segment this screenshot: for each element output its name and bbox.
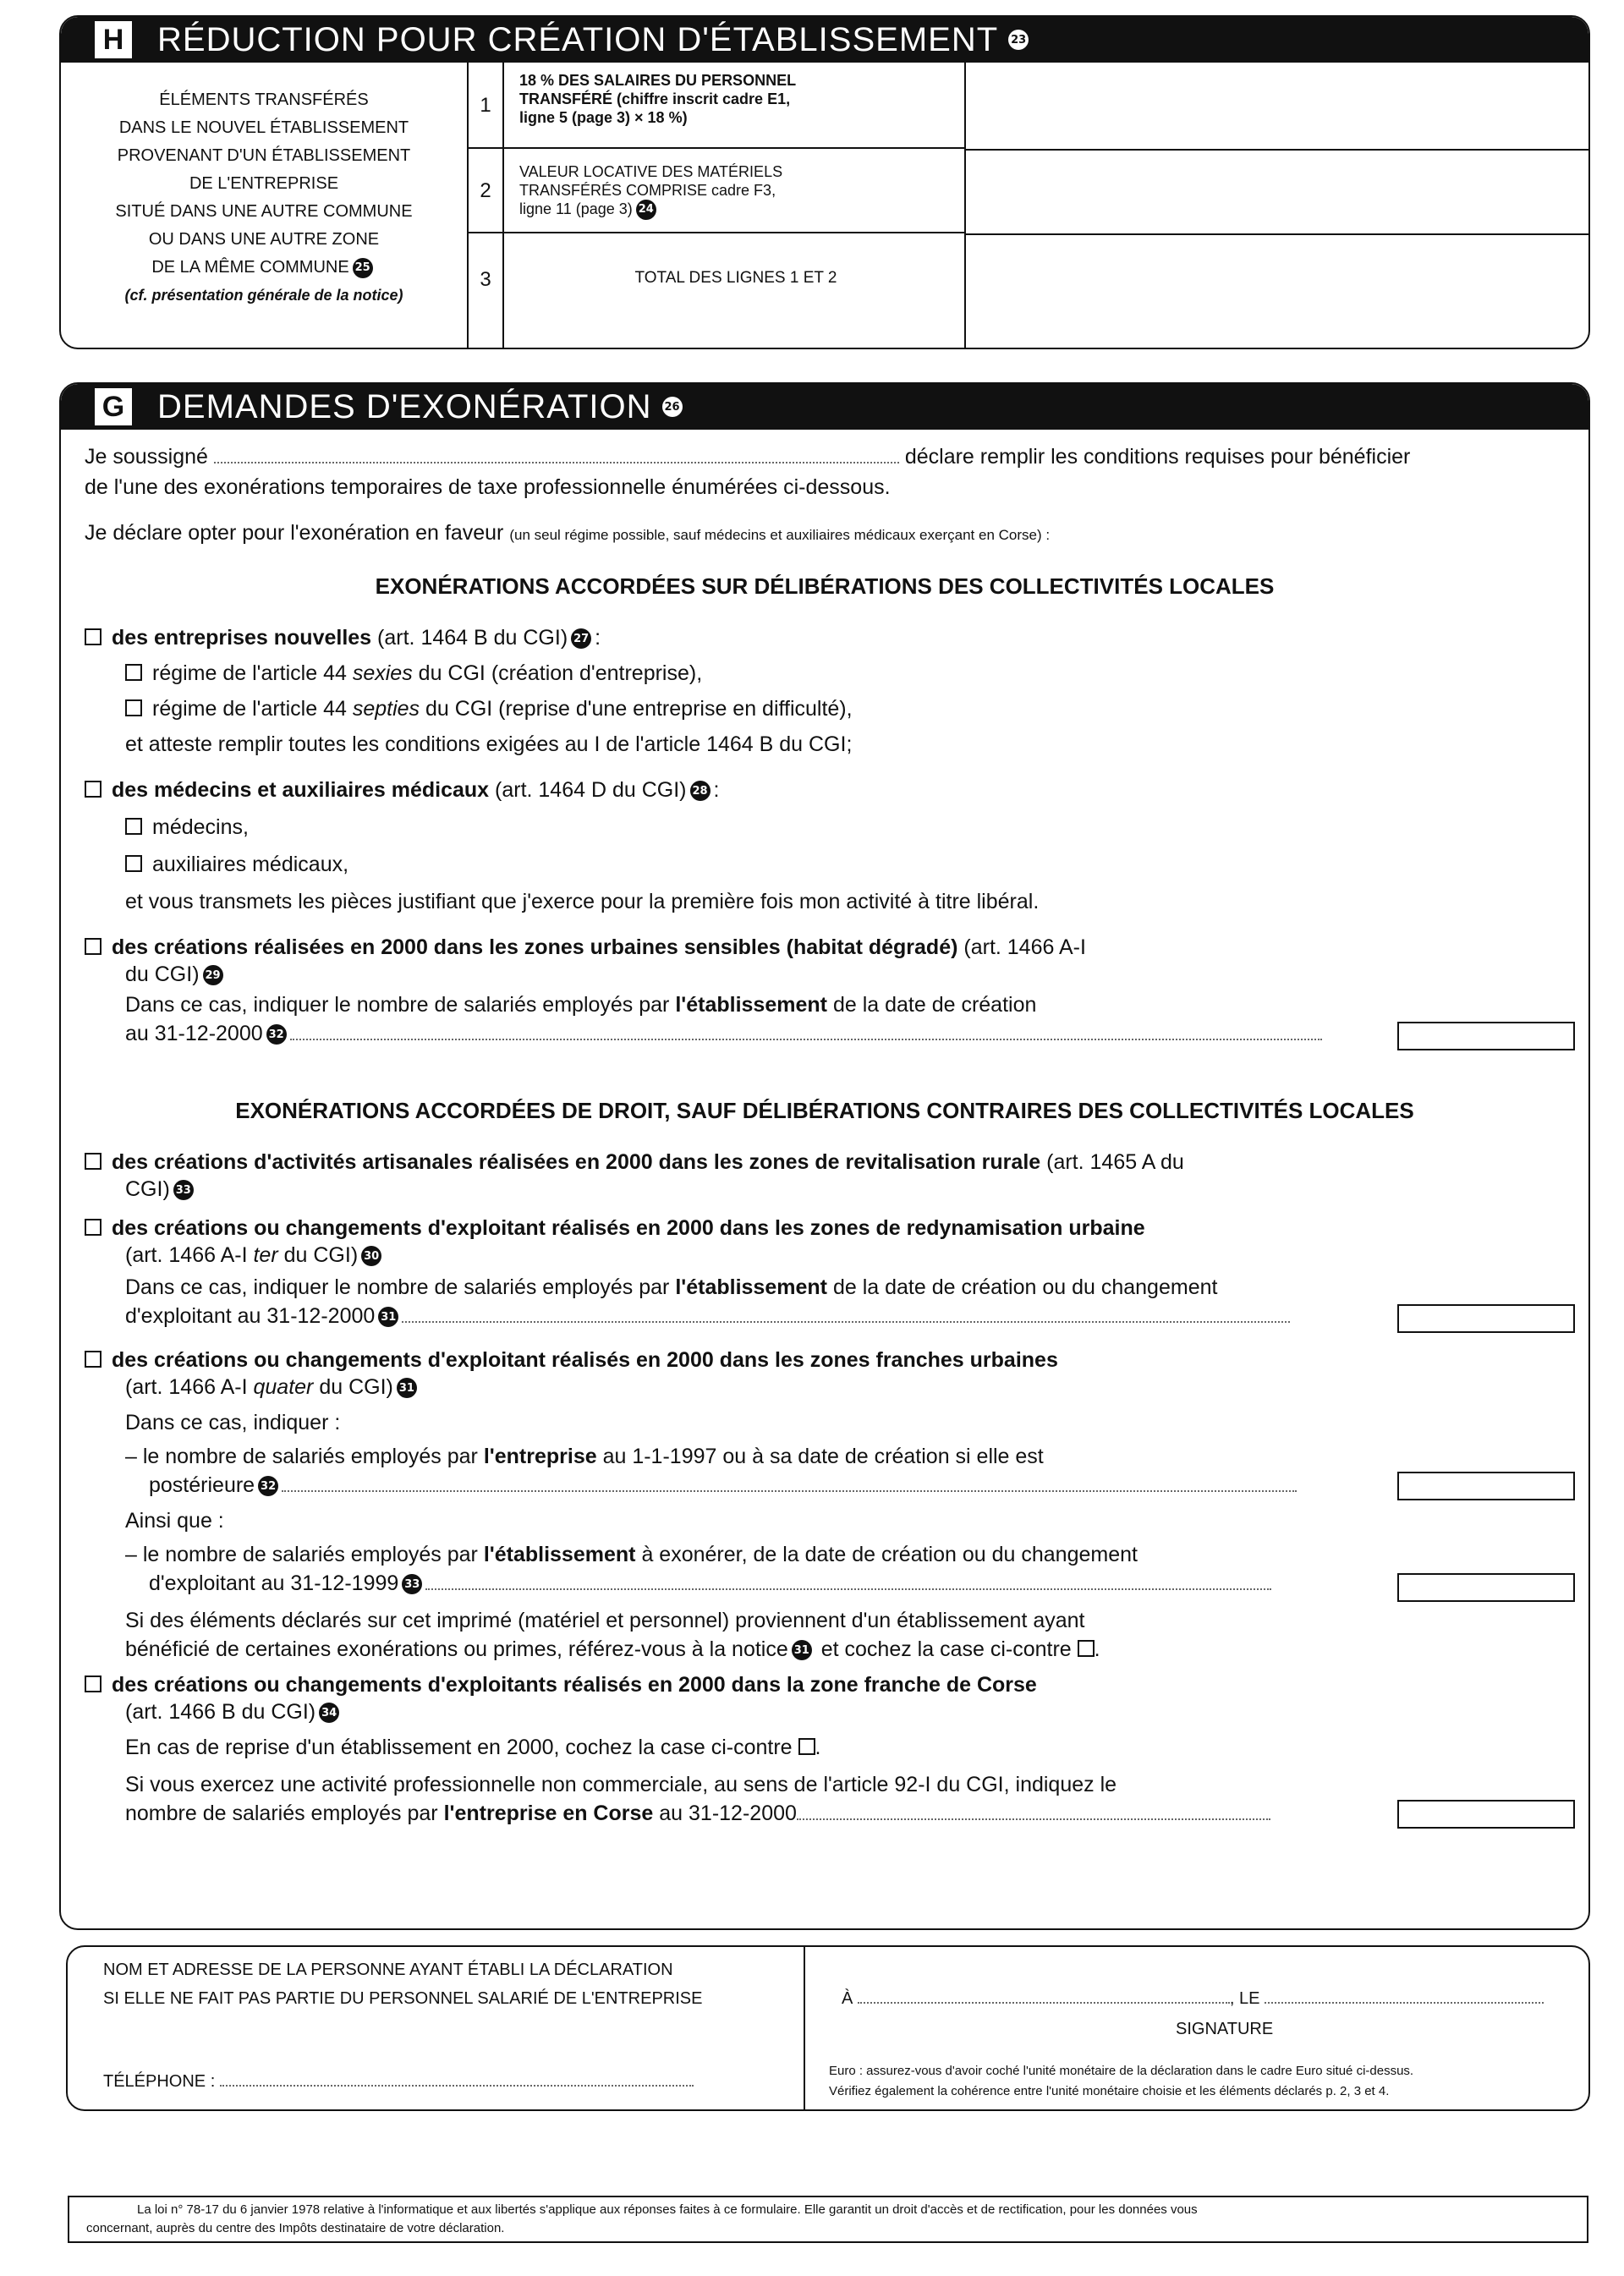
zus-d1a: Dans ce cas, indiquer le nombre de salariés employés par	[125, 993, 670, 1017]
opt-corse	[85, 1673, 1037, 1697]
zfu-i: quater	[253, 1375, 314, 1399]
cor-si-2	[125, 1802, 1270, 1826]
zfu-si-2: bénéficié de certaines exonérations ou primes, référez-vous à la notice 31 et cochez la case ci-contre .	[125, 1637, 1100, 1661]
privacy-line-2: concernant, auprès du centre des Impôts destinataire de votre déclaration.	[86, 2221, 505, 2235]
checkbox-med-medecins[interactable]	[125, 818, 142, 835]
section-h-letter: H	[95, 21, 132, 58]
zus-d2: au 31-12-2000	[125, 1022, 263, 1045]
nouv-label: des entreprises nouvelles	[112, 626, 372, 650]
place-field[interactable]	[858, 2002, 1230, 2004]
cor-reprise: En cas de reprise d'un établissement en 2000, cochez la case ci-contre .	[125, 1736, 821, 1759]
tel-label: TÉLÉPHONE :	[103, 2072, 216, 2091]
section-g-body	[61, 430, 1588, 1928]
preparer-label-2: SI ELLE NE FAIT PAS PARTIE DU PERSONNEL SALARIÉ DE L'ENTREPRISE	[103, 1989, 703, 2008]
heading-deliberations: EXONÉRATIONS ACCORDÉES SUR DÉLIBÉRATIONS DES COLLECTIVITÉS LOCALES	[375, 573, 1275, 599]
med-o1: médecins,	[152, 815, 249, 839]
left-line: DANS LE NOUVEL ÉTABLISSEMENT	[118, 118, 409, 137]
zru-r2: du CGI)	[283, 1243, 359, 1267]
zus-dots	[290, 1039, 1322, 1040]
checkbox-medecins[interactable]	[85, 781, 102, 798]
zfu-l1c: au 1-1-1997 ou à sa date de création si elle est	[602, 1445, 1044, 1468]
zfu-l1b: l'entreprise	[483, 1445, 597, 1468]
opt-sexies	[125, 661, 702, 686]
left-line	[61, 254, 467, 282]
cor-ref	[125, 1700, 343, 1725]
zru-detail-2	[125, 1304, 1290, 1329]
intro-b: déclare remplir les conditions requises pour bénéficier	[904, 445, 1411, 469]
opt-line	[85, 521, 1050, 546]
section-g-title: DEMANDES D'EXONÉRATION	[157, 387, 652, 425]
row-2-line	[519, 200, 952, 220]
left-line: OU DANS UNE AUTRE ZONE	[148, 230, 380, 249]
zfu-dots-1	[282, 1490, 1297, 1492]
zru-label: des créations ou changements d'exploitant réalisés en 2000 dans les zones de redynamisation urbaine	[112, 1216, 1145, 1240]
med-label: des médecins et auxiliaires médicaux	[112, 778, 490, 802]
zfu-l1d: postérieure	[149, 1473, 255, 1497]
zus-ref2: du CGI)	[125, 963, 200, 986]
zfu-label: des créations ou changements d'exploitant réalisés en 2000 dans les zones franches urbaines	[112, 1348, 1058, 1372]
nouv-attest: et atteste remplir toutes les conditions exigées au I de l'article 1464 B du CGI;	[125, 732, 853, 756]
zfu-line-2b	[149, 1571, 1271, 1596]
zfu-dans: Dans ce cas, indiquer :	[125, 1411, 341, 1434]
note-33: 33	[173, 1180, 194, 1200]
opt-a: Je déclare opter pour l'exonération en faveur	[85, 521, 504, 545]
name-field[interactable]	[214, 462, 899, 463]
zus-detail-1	[125, 993, 1036, 1017]
row-3-line: TOTAL DES LIGNES 1 ET 2	[634, 269, 837, 287]
checkbox-zfu-primes[interactable]	[1078, 1640, 1095, 1657]
opt-artisanales	[85, 1150, 1184, 1175]
reduction-table	[61, 63, 1588, 348]
med-ref: (art. 1464 D du CGI)	[495, 778, 687, 802]
row-2-line: VALEUR LOCATIVE DES MATÉRIELS	[519, 163, 783, 180]
signature-block	[66, 1945, 1590, 2111]
zru-ref	[125, 1243, 385, 1268]
row-3-desc	[504, 233, 966, 348]
zfu-r2: du CGI)	[319, 1375, 393, 1399]
zru-d2: d'exploitant au 31-12-2000	[125, 1304, 376, 1328]
telephone-row	[103, 2072, 694, 2092]
checkbox-zfu[interactable]	[85, 1351, 102, 1368]
zru-count-field[interactable]	[1397, 1304, 1575, 1333]
cor-si2c: au 31-12-2000	[659, 1802, 797, 1825]
zfu-l2a: – le nombre de salariés employés par	[125, 1543, 478, 1566]
opt-septies	[125, 697, 853, 721]
heading-droit: EXONÉRATIONS ACCORDÉES DE DROIT, SAUF DÉLIBÉRATIONS CONTRAIRES DES COLLECTIVITÉS LOCALES	[235, 1098, 1414, 1123]
left-italic: (cf. présentation générale de la notice)	[124, 287, 403, 304]
zfu-si-1: Si des éléments déclarés sur cet imprimé (matériel et personnel) proviennent d'un établissement ayant	[125, 1609, 1085, 1632]
section-h-header	[61, 17, 1588, 63]
checkbox-septies[interactable]	[125, 699, 142, 716]
zus-label: des créations réalisées en 2000 dans les zones urbaines sensibles (habitat dégradé)	[112, 935, 958, 959]
preparer-label-1: NOM ET ADRESSE DE LA PERSONNE AYANT ÉTABLI LA DÉCLARATION	[103, 1961, 673, 1979]
row-1-desc	[504, 63, 966, 149]
place-date-row	[842, 1989, 1544, 2009]
row-1-number: 1	[467, 63, 504, 149]
med-o2: auxiliaires médicaux,	[152, 853, 349, 876]
septies-b: du CGI (reprise d'une entreprise en difficulté),	[425, 697, 853, 721]
row-1-line: 18 % DES SALAIRES DU PERSONNEL	[519, 72, 797, 89]
row-2-line-text: ligne 11 (page 3)	[519, 200, 633, 217]
privacy-notice	[68, 2196, 1588, 2243]
note-31: 31	[397, 1378, 417, 1398]
zus-d1b: l'établissement	[675, 993, 827, 1017]
cor-dots	[797, 1818, 1270, 1820]
note-30: 30	[361, 1246, 381, 1266]
row-1-line: ligne 5 (page 3) × 18 %)	[519, 109, 688, 126]
row-3-value-field[interactable]	[966, 233, 1588, 348]
section-g-note: 26	[662, 397, 683, 417]
checkbox-zru[interactable]	[85, 1219, 102, 1236]
row-3-number: 3	[467, 233, 504, 348]
zfu-l2d: d'exploitant au 31-12-1999	[149, 1571, 399, 1595]
checkbox-corse[interactable]	[85, 1675, 102, 1692]
zus-count-field[interactable]	[1397, 1022, 1575, 1050]
note-29: 29	[203, 965, 223, 985]
left-line: SITUÉ DANS UNE AUTRE COMMUNE	[115, 202, 413, 221]
opt-nouvelles: des entreprises nouvelles (art. 1464 B du CGI) 27 :	[85, 626, 601, 650]
zfu-ref	[125, 1375, 420, 1400]
intro-a: Je soussigné	[85, 445, 208, 469]
art-ref2: CGI)	[125, 1177, 170, 1201]
euro-note-2: Vérifiez également la cohérence entre l'unité monétaire choisie et les éléments déclarés p. 2, 3 et 4.	[829, 2084, 1390, 2098]
privacy-line-1: La loi n° 78-17 du 6 janvier 1978 relative à l'informatique et aux libertés s'applique aux réponses faites à ce formulaire. Elle garantit un droit d'accès et de rectification, pour les données vous	[137, 2202, 1198, 2217]
zus-detail-2	[125, 1022, 1322, 1046]
zru-d1c: de la date de création ou du changement	[832, 1275, 1218, 1299]
corse-count-field[interactable]	[1397, 1800, 1575, 1829]
signature-divider	[804, 1947, 805, 2109]
checkbox-zus[interactable]	[85, 938, 102, 955]
cor-label: des créations ou changements d'exploitants réalisés en 2000 dans la zone franche de Corse	[112, 1673, 1037, 1697]
art-ref: (art. 1465 A du	[1046, 1150, 1184, 1174]
zfu-line-1b	[149, 1473, 1297, 1498]
telephone-field[interactable]	[220, 2085, 694, 2087]
zfu-l2c: à exonérer, de la date de création ou du changement	[641, 1543, 1138, 1566]
note-31: 31	[378, 1307, 398, 1327]
checkbox-nouvelles[interactable]	[85, 628, 102, 645]
left-line: ÉLÉMENTS TRANSFÉRÉS	[159, 90, 369, 109]
note-33: 33	[402, 1574, 422, 1594]
art-label: des créations d'activités artisanales réalisées en 2000 dans les zones de revitalisation rurale	[112, 1150, 1041, 1174]
note-24: 24	[636, 200, 656, 220]
signature-label: SIGNATURE	[1176, 2020, 1274, 2038]
checkbox-corse-reprise[interactable]	[798, 1738, 815, 1755]
zru-d1a: Dans ce cas, indiquer le nombre de salariés employés par	[125, 1275, 670, 1299]
sexies-i: sexies	[352, 661, 413, 685]
sexies-a: régime de l'article 44	[152, 661, 347, 685]
zus-ref-2	[125, 963, 227, 987]
row-2-desc	[504, 149, 966, 233]
septies-i: septies	[352, 697, 420, 721]
zfu-entreprise-field[interactable]	[1397, 1472, 1575, 1500]
section-g-letter: G	[95, 388, 132, 425]
zru-d1b: l'établissement	[675, 1275, 827, 1299]
section-g-header	[61, 384, 1588, 430]
zfu-line-1	[125, 1445, 1044, 1469]
cor-si2b: l'entreprise en Corse	[443, 1802, 654, 1825]
opt-zru	[85, 1216, 1145, 1241]
zfu-line-2	[125, 1543, 1138, 1567]
transferred-elements-label	[61, 63, 467, 348]
zru-r: (art. 1466 A-I	[125, 1243, 248, 1267]
section-h-title: RÉDUCTION POUR CRÉATION D'ÉTABLISSEMENT	[157, 20, 999, 58]
left-line: DE L'ENTREPRISE	[189, 174, 339, 193]
opt-zfu	[85, 1348, 1058, 1373]
zfu-l1a: – le nombre de salariés employés par	[125, 1445, 478, 1468]
row-1-value-field[interactable]	[966, 63, 1588, 151]
zfu-si2b: et cochez la case ci-contre	[820, 1637, 1072, 1661]
septies-a: régime de l'article 44	[152, 697, 347, 721]
note-32: 32	[266, 1024, 287, 1045]
med-attest: et vous transmets les pièces justifiant que j'exerce pour la première fois mon activité à titre libéral.	[125, 890, 1040, 913]
le-label: , LE	[1229, 1989, 1260, 2008]
checkbox-med-aux[interactable]	[125, 855, 142, 872]
zru-dots	[402, 1321, 1290, 1323]
row-1-line: TRANSFÉRÉ (chiffre inscrit cadre E1,	[519, 90, 791, 107]
zus-ref: (art. 1466 A-I	[963, 935, 1086, 959]
zfu-si2a: bénéficié de certaines exonérations ou primes, référez-vous à la notice	[125, 1637, 788, 1661]
intro-line-1	[85, 445, 1410, 469]
zfu-r: (art. 1466 A-I	[125, 1375, 248, 1399]
art-ref-2	[125, 1177, 197, 1202]
zfu-ainsi: Ainsi que :	[125, 1509, 224, 1533]
sexies-b: du CGI (création d'entreprise),	[418, 661, 703, 685]
note-25: 25	[353, 258, 373, 278]
cor-r: (art. 1466 B du CGI)	[125, 1700, 316, 1724]
cor-si2a: nombre de salariés employés par	[125, 1802, 438, 1825]
cor-rep: En cas de reprise d'un établissement en 2000, cochez la case ci-contre	[125, 1736, 793, 1759]
section-h-note: 23	[1008, 30, 1029, 50]
zru-detail-1	[125, 1275, 1217, 1300]
row-2-value-field[interactable]	[966, 149, 1588, 235]
zfu-dots-2	[425, 1588, 1271, 1590]
zfu-l2b: l'établissement	[483, 1543, 636, 1566]
note-34: 34	[319, 1703, 339, 1723]
nouv-ref: (art. 1464 B du CGI)	[377, 626, 568, 650]
opt-med-aux	[125, 853, 348, 877]
section-g	[59, 382, 1590, 1930]
opt-med-medecins	[125, 815, 249, 840]
cor-si-1: Si vous exercez une activité professionnelle non commerciale, au sens de l'article 92-I du CGI, indiquez le	[125, 1773, 1117, 1796]
zru-i: ter	[253, 1243, 278, 1267]
left-line: PROVENANT D'UN ÉTABLISSEMENT	[117, 146, 411, 165]
date-field[interactable]	[1265, 2002, 1544, 2004]
note-31: 31	[792, 1640, 812, 1660]
opt-medecins: des médecins et auxiliaires médicaux (art. 1464 D du CGI) 28 :	[85, 778, 719, 803]
section-h	[59, 15, 1590, 349]
checkbox-artisanales[interactable]	[85, 1153, 102, 1170]
opt-zus	[85, 935, 1086, 960]
note-28: 28	[690, 781, 710, 801]
zus-d1c: de la date de création	[832, 993, 1037, 1017]
left-line-text: DE LA MÊME COMMUNE	[151, 258, 349, 277]
a-label: À	[842, 1989, 853, 2008]
row-2-line: TRANSFÉRÉS COMPRISE cadre F3,	[519, 182, 776, 199]
note-27: 27	[571, 628, 591, 649]
note-32: 32	[258, 1476, 278, 1496]
zfu-etablissement-field[interactable]	[1397, 1573, 1575, 1602]
row-2-number: 2	[467, 149, 504, 233]
opt-b: (un seul régime possible, sauf médecins et auxiliaires médicaux exerçant en Corse) :	[509, 527, 1051, 543]
euro-note-1: Euro : assurez-vous d'avoir coché l'unité monétaire de la déclaration dans le cadre Euro situé ci-dessus.	[829, 2064, 1414, 2078]
intro-line-2: de l'une des exonérations temporaires de taxe professionnelle énumérées ci-dessous.	[85, 475, 891, 499]
checkbox-sexies[interactable]	[125, 664, 142, 681]
